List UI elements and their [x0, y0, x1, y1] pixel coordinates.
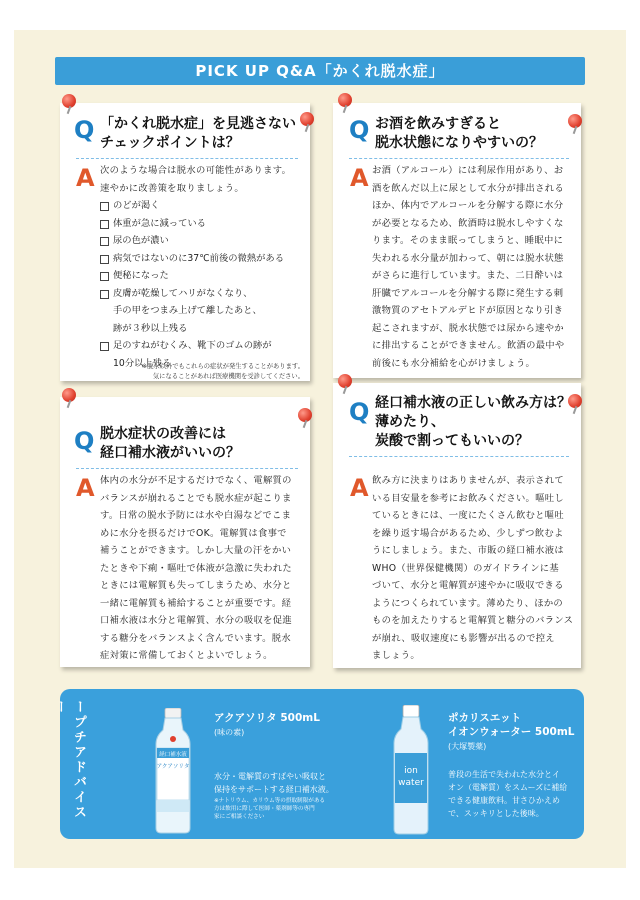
question-mark-q: Q [349, 116, 370, 144]
pushpin-icon [62, 388, 76, 402]
checklist-item: 体重が急に減っている [100, 215, 305, 233]
pushpin-icon [338, 374, 352, 388]
checkbox-icon [100, 272, 109, 281]
answer-text: 次のような場合は脱水の可能性があります。 速やかに改善策を取りましょう。 [100, 165, 292, 194]
pushpin-icon [338, 93, 352, 107]
bottle-label-line: アクアソリタ [156, 764, 190, 770]
checklist-item-continued: 10分以上残る [113, 357, 172, 369]
aquasolita-bottle-icon [150, 708, 196, 834]
product-caution: ※ナトリウム、カリウム等の摂取制限がある 方は飲用に際して医師・薬剤師等の専門 家にご相談ください [214, 798, 326, 820]
answer-text: 飲み方に決まりはありませんが、表示されて いる目安量を参考にお飲みください。嘔吐し ているときには、一度にたくさん飲むと嘔吐 を繰り返す場合があるため、少しずつ飲むよ うにしましょう。また、市販の経口補水液は WHO（世界保健機関）のガイドラインに基 づいて、水分と電解質が速やかに吸収できる ようにつくられています。薄めたり、ほかの ものを加えたりすると電解質と糖分のバランス が崩れ、吸収速度にも影響が出るので控え ましょう。 [372, 475, 574, 661]
checklist [100, 197, 305, 372]
product-description: 普段の生活で失われた水分とイ オン（電解質）をスムーズに補給 できる健康飲料。甘さひかえめ で、スッキリとした後味。 [448, 770, 568, 818]
answer-text: お酒（アルコール）には利尿作用があり、お 酒を飲んだ以上に尿として水分が排出される ほか、体内でアルコールを分解する際に水分 が必要となるため、飲酒時は脱水しやすくな ります。そのまま眠ってしまうと、睡眠中に 失われる水分量が加わって、朝には脱水状態 がさらに進行しています。また、二日酔いは 肝臓でアルコールを分解する際に発生する刺 激物質のアセトアルデヒドが原因となり引き 起こされますが、脱水状態では尿から速やか に排出することができません。飲酒の最中や 前後にも水分補給を心がけましょう。 [372, 165, 565, 369]
answer-mark-a: A [76, 164, 95, 192]
dashed-divider [76, 158, 298, 159]
checkbox-icon [100, 255, 109, 264]
checklist-item: 皮膚が乾燥してハリがなくなり、 [100, 285, 305, 303]
question-text: 経口補水液の正しい飲み方は？ 薄めたり、 炭酸で割ってもいいの？ [375, 395, 571, 449]
checklist-item-continued: 跡が３秒以上残る [113, 322, 188, 334]
checkbox-icon [100, 290, 109, 299]
page-title: PICK UP Q&A「かくれ脱水症」 [195, 62, 445, 80]
checklist-item-continued: 手の甲をつまみ上げて離したあと、 [113, 305, 262, 316]
checklist-item: のどが渇く [100, 197, 305, 215]
checklist-item: 便秘になった [100, 267, 305, 285]
dashed-divider [76, 468, 298, 469]
question-mark-q: Q [349, 398, 370, 426]
checkbox-icon [100, 202, 109, 211]
product-name: アクアソリタ 500mL [214, 712, 320, 724]
dashed-divider [349, 456, 569, 457]
question-text: 脱水症状の改善には 経口補水液がいいの？ [100, 426, 240, 461]
checkbox-icon [100, 237, 109, 246]
checkbox-icon [100, 220, 109, 229]
checklist-item: 病気ではないのに37℃前後の微熱がある [100, 250, 305, 268]
product-maker: (大塚製薬) [448, 742, 487, 751]
checklist-item: 尿の色が濃い [100, 232, 305, 250]
pushpin-icon [62, 94, 76, 108]
question-mark-q: Q [74, 427, 95, 455]
answer-mark-a: A [350, 164, 369, 192]
question-text: 「かくれ脱水症」を見逃さない チェックポイントは？ [100, 116, 296, 151]
product-maker: (味の素) [214, 728, 245, 737]
bottle-label-line: ion [404, 766, 418, 776]
answer-mark-a: A [350, 474, 369, 502]
advice-label: ープチアドバイスー [52, 700, 86, 820]
pushpin-icon [568, 114, 582, 128]
checklist-item: 足のすねがむくみ、靴下のゴムの跡が [100, 337, 305, 355]
product-name: ポカリスエット イオンウォーター 500mL [448, 712, 575, 738]
disclaimer-note: ※脱水以外でもこれらの症状が発生することがあります。 気になることがあれば医療機関を受診してください。 [141, 363, 304, 380]
pushpin-icon [300, 112, 314, 126]
bottle-label-line: 経口補水液 [159, 752, 187, 758]
pushpin-icon [298, 408, 312, 422]
question-text: お酒を飲みすぎると 脱水状態になりやすいの？ [375, 116, 543, 151]
dashed-divider [349, 158, 569, 159]
bottle-label-line: water [398, 778, 424, 788]
question-mark-q: Q [74, 116, 95, 144]
ion-water-bottle-icon [390, 705, 432, 835]
checkbox-icon [100, 342, 109, 351]
answer-mark-a: A [76, 474, 95, 502]
product-description: 水分・電解質のすばやい吸収と 保持をサポートする経口補水液。 [214, 772, 334, 794]
answer-text: 体内の水分が不足するだけでなく、電解質の バランスが崩れることでも脱水症が起こりま す。日常の脱水予防には水や白湯などでこま めに水分を摂るだけでOK。電解質は食事で 補うことができます。しかし大量の汗をかい たときや下痢・嘔吐で体液が急激に失われた ときには電解質も失ってしまうため、水分と 一緒に電解質も補給することが重要です。経 口補水液は水分と電解質、水分の吸収を促進 する糖分をバランスよく含んでいます。脱水 症対策に常備しておくとよいでしょう。 [100, 475, 292, 661]
